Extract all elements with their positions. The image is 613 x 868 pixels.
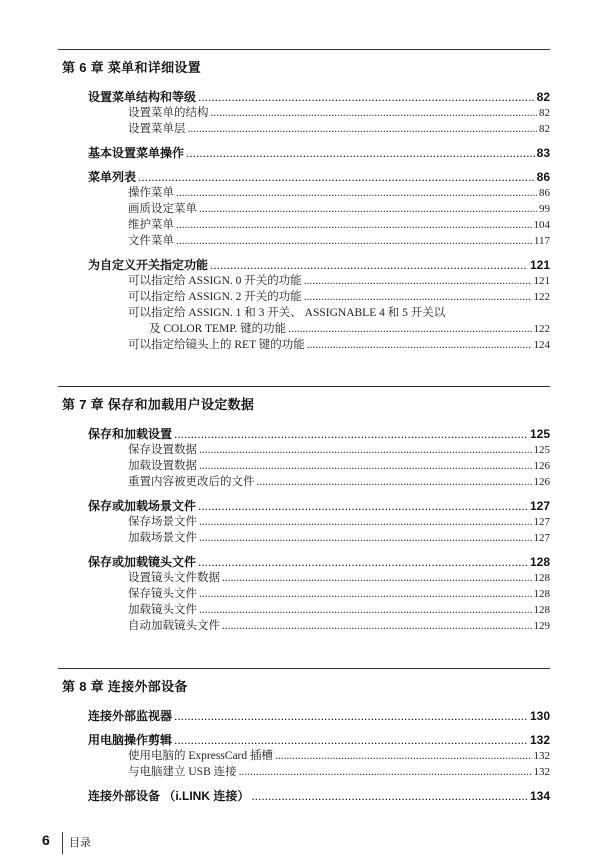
leader-dots [199,588,532,600]
toc-entry-title: 保存和加载设置 [88,427,173,441]
toc-page-number: 128 [529,555,550,569]
chapter-7-header [58,386,550,413]
toc-subentry[interactable] [128,200,550,216]
toc-entry-title: 加载设置数据 [128,460,197,472]
toc-entry-title: 保存或加载镜头文件 [88,555,197,569]
chapter-rule [58,386,550,387]
toc-entry-title: 设置菜单层 [128,123,186,135]
toc-page-number: 132 [529,733,550,747]
leader-dots [288,323,531,335]
toc-page-number: 83 [536,146,550,160]
leader-dots [199,460,532,472]
toc-entry-title: 用电脑操作剪辑 [88,733,173,747]
leader-dots [176,187,537,199]
toc-subentry[interactable] [128,473,550,489]
toc-page-number: 126 [533,460,550,472]
toc-page-number: 82 [539,123,550,135]
chapter-6-header [58,49,550,76]
toc-entry-title: 重置内容被更改后的文件 [128,476,255,488]
toc-page-number: 129 [533,620,550,632]
toc-subentry[interactable] [128,184,550,200]
toc-section-entry[interactable] [88,787,550,803]
leader-dots [176,235,532,247]
toc-entry-title: 加载镜头文件 [128,604,197,616]
leader-dots [186,146,535,160]
leader-dots [198,555,528,569]
toc-entry-title: 可以指定给 ASSIGN. 2 开关的功能 [128,291,302,303]
toc-page-number: 125 [529,427,550,441]
toc-section-entry[interactable] [88,731,550,747]
leader-dots [199,444,532,456]
chapter-title: 第 8 章 连接外部设备 [62,679,188,694]
toc-entry-title: 保存设置数据 [128,444,197,456]
toc-entry-title: 为自定义开关指定功能 [88,258,209,272]
toc-entry-title: 菜单列表 [88,170,137,184]
toc-subentry[interactable] [128,569,550,585]
toc-page-number: 132 [533,750,550,762]
toc-page-number: 126 [533,476,550,488]
toc-subentry[interactable] [128,585,550,601]
toc-section-entry[interactable] [88,256,550,272]
toc-page-number: 122 [533,291,550,303]
toc-entry-title: 操作菜单 [128,187,174,199]
chapter-title: 第 6 章 菜单和详细设置 [62,60,201,75]
toc-subentry[interactable] [128,104,550,120]
toc-entry-title: 维护菜单 [128,219,174,231]
leader-dots [199,516,532,528]
toc-subentry[interactable] [128,457,550,473]
toc-subentry[interactable] [128,272,550,288]
toc-page-number: 82 [536,90,550,104]
toc-page-number: 127 [533,532,550,544]
toc-page-number: 132 [533,766,550,778]
toc-page-number: 127 [533,516,550,528]
toc-entry-title: 连接外部监视器 [88,709,173,723]
leader-dots [174,427,528,441]
toc-entry-title: 基本设置菜单操作 [88,146,185,160]
toc-entry-title: 保存镜头文件 [128,588,197,600]
leader-dots [222,620,532,632]
toc-subentry[interactable] [128,120,550,136]
toc-subentry[interactable] [128,336,550,352]
toc-page-number: 99 [539,203,550,215]
leader-dots [199,203,537,215]
toc-page-number: 86 [539,187,550,199]
leader-dots [222,572,532,584]
chapter-8-header [58,668,550,695]
leader-dots [199,532,532,544]
toc-subentry-line1: 可以指定给 ASSIGN. 1 和 3 开关、 ASSIGNABLE 4 和 5 开关以 [128,307,446,319]
toc-section-entry[interactable] [88,144,550,160]
toc-section-entry[interactable] [88,707,550,723]
toc-page-number: 82 [539,107,550,119]
toc-page-number: 134 [529,789,550,803]
leader-dots [188,123,538,135]
toc-subentry[interactable] [128,763,550,779]
toc-subentry[interactable] [128,232,550,248]
toc-entry-title: 设置镜头文件数据 [128,572,220,584]
toc-entry-title: 可以指定给 ASSIGN. 0 开关的功能 [128,275,302,287]
toc-page-number: 128 [533,588,550,600]
toc-section-entry[interactable] [88,168,550,184]
footer-divider [62,832,63,854]
toc-subentry[interactable] [128,513,550,529]
leader-dots [198,90,535,104]
leader-dots [138,170,535,184]
leader-dots [239,766,532,778]
toc-page-number: 130 [529,709,550,723]
toc-page-number: 128 [533,572,550,584]
leader-dots [307,339,532,351]
toc-section-entry[interactable] [88,553,550,569]
toc-subentry[interactable] [128,288,550,304]
toc-page-number: 125 [533,444,550,456]
toc-subentry[interactable] [128,601,550,617]
toc-page-number: 127 [529,499,550,513]
footer-label: 目录 [69,837,91,849]
toc-page-number: 124 [533,339,550,351]
toc-page-number: 104 [533,219,550,231]
toc-entry-title: 与电脑建立 USB 连接 [128,766,237,778]
leader-dots [251,789,528,803]
toc-subentry[interactable] [128,617,550,633]
toc-page-number: 128 [533,604,550,616]
toc-subentry[interactable] [128,441,550,457]
page-number: 6 [42,832,50,848]
toc-page-number: 86 [536,170,550,184]
toc-entry-title: 保存或加载场景文件 [88,499,197,513]
chapter-rule [58,668,550,669]
toc-subentry[interactable] [128,747,550,763]
leader-dots [198,499,528,513]
leader-dots [211,107,538,119]
toc-entry-title: 使用电脑的 ExpressCard 插槽 [128,750,274,762]
toc-entry-title: 设置菜单结构和等级 [88,90,197,104]
toc-page-number: 122 [533,323,550,335]
toc-entry-title: 可以指定给镜头上的 RET 键的功能 [128,339,305,351]
leader-dots [199,604,532,616]
chapter-6-entries [88,88,550,352]
toc-subentry[interactable] [128,529,550,545]
leader-dots [304,291,532,303]
toc-entry-title: 保存场景文件 [128,516,197,528]
toc-section-entry[interactable] [88,425,550,441]
toc-section-entry[interactable] [88,497,550,513]
toc-entry-title: 设置菜单的结构 [128,107,209,119]
leader-dots [257,476,532,488]
toc-entry-title: 画质设定菜单 [128,203,197,215]
leader-dots [304,275,532,287]
chapter-rule [58,49,550,50]
leader-dots [210,258,528,272]
chapter-7-entries [88,425,550,633]
toc-page-number: 121 [533,275,550,287]
toc-entry-title: 文件菜单 [128,235,174,247]
toc-entry-title: 自动加载镜头文件 [128,620,220,632]
toc-page-number: 121 [529,258,550,272]
leader-dots [176,219,532,231]
leader-dots [174,709,528,723]
toc-entry-title: 连接外部设备 （i.LINK 连接） [88,789,250,803]
chapter-title: 第 7 章 保存和加载用户设定数据 [62,397,255,412]
toc-subentry[interactable] [128,320,550,336]
toc-entry-title: 及 COLOR TEMP. 键的功能 [149,323,287,335]
chapter-8-entries [88,707,550,803]
toc-entry-title: 加载场景文件 [128,532,197,544]
toc-page-number: 117 [533,235,550,247]
leader-dots [275,750,531,762]
leader-dots [174,733,528,747]
toc-subentry[interactable] [128,216,550,232]
toc-section-entry[interactable] [88,88,550,104]
